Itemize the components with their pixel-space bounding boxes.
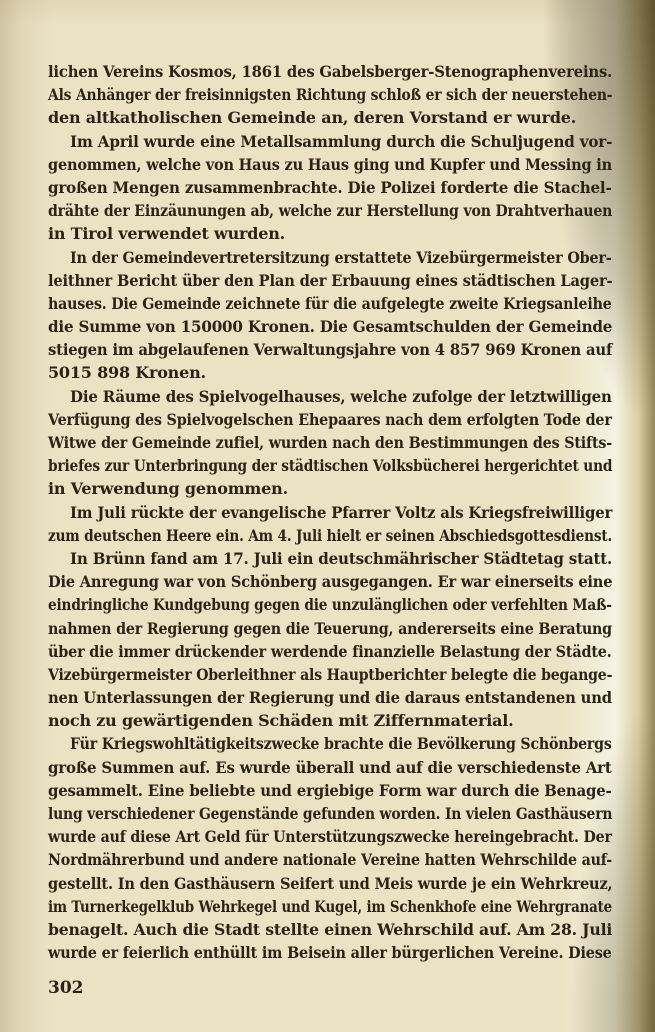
text-line: leithner Bericht über den Plan der Erbauung eines städtischen Lager- (48, 270, 613, 290)
text-line: Die Anregung war von Schönberg ausgegangen. Er war einerseits eine (48, 572, 613, 592)
paragraph (48, 732, 612, 964)
text-line: nen Unterlassungen der Regierung und die daraus entstandenen und (48, 688, 612, 708)
text-line: die Summe von 150000 Kronen. Die Gesamtschulden der Gemeinde (48, 317, 613, 337)
text-line: großen Mengen zusammenbrachte. Die Polizei forderte die Stachel- (48, 177, 612, 197)
text-line: genommen, welche von Haus zu Haus ging und Kupfer und Messing in (48, 154, 612, 174)
text-line: gesammelt. Eine beliebte und ergiebige Form war durch die Benage- (48, 780, 612, 800)
text-line: Vizebürgermeister Oberleithner als Hauptberichter belegte die begange- (48, 664, 613, 684)
text-line: über die immer drückender werdende finanzielle Belastung der Städte. (48, 641, 612, 661)
text-line: lichen Vereins Kosmos, 1861 des Gabelsberger-Stenographenvereins. (48, 62, 613, 81)
text-line: im Turnerkegelklub Wehrkegel und Kugel, im Schenkhofe eine Wehrgranate (48, 896, 613, 916)
text-line: briefes zur Unterbringung der städtischen Volksbücherei hergerichtet und (48, 456, 613, 476)
text-line: Als Anhänger der freisinnigsten Richtung schloß er sich der neuerstehen- (48, 85, 613, 105)
text-block (48, 60, 612, 964)
text-line: Nordmährerbund und andere nationale Vereine hatten Wehrschilde auf- (48, 850, 612, 870)
text-line: lung verschiedener Gegenstände gefunden worden. In vielen Gasthäusern (48, 804, 613, 823)
text-line: In der Gemeindevertretersitzung erstattete Vizebürgermeister Ober- (70, 247, 612, 267)
text-line: Verfügung des Spielvogelschen Ehepaares nach dem erfolgten Tode der (48, 409, 612, 429)
text-line: den altkatholischen Gemeinde an, deren Vorstand er wurde. (48, 108, 577, 128)
paragraph (48, 385, 612, 501)
text-line: in Tirol verwendet wurden. (48, 224, 286, 244)
text-line: Im Juli rückte der evangelische Pfarrer Voltz als Kriegsfreiwilliger (70, 502, 613, 522)
text-line: hauses. Die Gemeinde zeichnete für die aufgelegte zweite Kriegsanleihe (48, 293, 612, 313)
paragraph (48, 130, 612, 246)
text-line: 5015 898 Kronen. (48, 363, 206, 383)
text-line: in Verwendung genommen. (48, 479, 288, 499)
paragraph (48, 501, 612, 547)
text-line: große Summen auf. Es wurde überall und auf die verschiedenste Art (48, 757, 612, 777)
text-line: Im April wurde eine Metallsammlung durch die Schuljugend vor- (70, 131, 613, 151)
paragraph (48, 60, 612, 130)
text-line: wurde auf diese Art Geld für Unterstützungszwecke hereingebracht. Der (48, 827, 612, 847)
text-line: eindringliche Kundgebung gegen die unzulänglichen oder verfehlten Maß- (48, 595, 612, 615)
paragraph (48, 547, 612, 733)
text-line: gestellt. In den Gasthäusern Seifert und Meis wurde je ein Wehrkreuz, (48, 873, 613, 893)
text-line: Witwe der Gemeinde zufiel, wurden nach den Bestimmungen des Stifts- (48, 433, 613, 452)
text-line: zum deutschen Heere ein. Am 4. Juli hielt er seinen Abschiedsgottesdienst. (48, 525, 613, 545)
text-line: nahmen der Regierung gegen die Teuerung, andererseits eine Beratung (48, 618, 612, 638)
text-line: Für Kriegswohltätigkeitszwecke brachte die Bevölkerung Schönbergs (70, 734, 612, 754)
text-line: drähte der Einzäunungen ab, welche zur Herstellung von Drahtverhauen (48, 201, 613, 221)
text-line: In Brünn fand am 17. Juli ein deutschmährischer Städtetag statt. (70, 548, 613, 568)
text-line: benagelt. Auch die Stadt stellte einen Wehrschild auf. Am 28. Juli (48, 919, 613, 939)
text-line: stiegen im abgelaufenen Verwaltungsjahre von 4 857 969 Kronen auf (48, 340, 613, 360)
text-line: Die Räume des Spielvogelhauses, welche zufolge der letztwilligen (70, 386, 612, 406)
text-line: noch zu gewärtigenden Schäden mit Ziffernmaterial. (48, 711, 514, 731)
paragraph (48, 246, 612, 385)
page-number: 302 (48, 978, 84, 998)
text-line: wurde er feierlich enthüllt im Beisein aller bürgerlichen Vereine. Diese (48, 943, 612, 963)
